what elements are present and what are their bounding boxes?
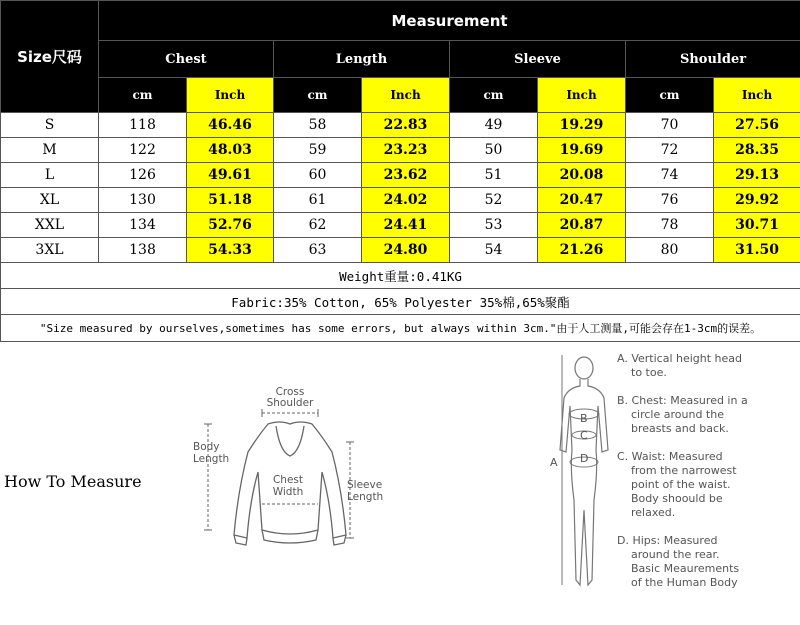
cm-cell: 76 <box>626 188 714 213</box>
cm-cell: 51 <box>450 163 538 188</box>
inch-cell: 30.71 <box>714 213 800 238</box>
inch-cell: 23.62 <box>362 163 450 188</box>
inch-cell: 24.41 <box>362 213 450 238</box>
table-row <box>1 213 800 238</box>
legend-line: circle around the <box>631 408 724 421</box>
size-cell: XXL <box>1 213 99 238</box>
size-cell: S <box>1 113 99 138</box>
weight-row: Weight重量:0.41KG <box>1 263 800 289</box>
how-to-measure-label: How To Measure <box>4 472 142 491</box>
table-row <box>1 163 800 188</box>
chest-width-label-1: Chest <box>272 474 304 486</box>
size-cell: L <box>1 163 99 188</box>
cm-cell: 49 <box>450 113 538 138</box>
note-row: "Size measured by ourselves,sometimes has some errors, but always within 3cm."由于人工测量,可能会存在1-3cm的误差。 <box>1 315 800 342</box>
unit-header: Inch <box>187 78 274 113</box>
human-figure <box>560 357 608 585</box>
inch-cell: 31.50 <box>714 238 800 263</box>
inch-cell: 49.61 <box>187 163 274 188</box>
table-row <box>1 238 800 263</box>
unit-header: Inch <box>714 78 800 113</box>
cm-cell: 130 <box>99 188 187 213</box>
cm-cell: 138 <box>99 238 187 263</box>
measurement-title: Measurement <box>99 1 800 41</box>
cm-cell: 50 <box>450 138 538 163</box>
inch-cell: 19.69 <box>538 138 626 163</box>
legend-line: to toe. <box>631 366 667 379</box>
legend-line: C. Waist: Measured <box>617 450 723 463</box>
inch-cell: 46.46 <box>187 113 274 138</box>
cm-cell: 126 <box>99 163 187 188</box>
body-measure-lines <box>562 355 599 585</box>
cm-cell: 74 <box>626 163 714 188</box>
legend-line: around the rear. <box>631 548 720 561</box>
size-header: Size尺码 <box>1 1 99 113</box>
inch-cell: 29.13 <box>714 163 800 188</box>
legend-line: A. Vertical height head <box>617 352 743 365</box>
inch-cell: 23.23 <box>362 138 450 163</box>
legend-line: breasts and back. <box>631 422 729 435</box>
size-cell: 3XL <box>1 238 99 263</box>
cm-cell: 60 <box>274 163 362 188</box>
legend-line: relaxed. <box>631 506 676 519</box>
unit-header: cm <box>274 78 362 113</box>
chest-width-label-2: Width <box>272 486 304 498</box>
cm-cell: 72 <box>626 138 714 163</box>
cm-cell: 52 <box>450 188 538 213</box>
inch-cell: 48.03 <box>187 138 274 163</box>
table-row <box>1 188 800 213</box>
group-shoulder: Shoulder <box>626 41 800 78</box>
inch-cell: 24.02 <box>362 188 450 213</box>
sleeve-length-label-2: Length <box>347 491 384 503</box>
inch-cell: 29.92 <box>714 188 800 213</box>
legend-line: B. Chest: Measured in a <box>617 394 748 407</box>
cm-cell: 122 <box>99 138 187 163</box>
letter-b: B <box>580 412 588 425</box>
cm-cell: 54 <box>450 238 538 263</box>
group-chest: Chest <box>99 41 274 78</box>
legend-line: from the narrowest <box>631 464 737 477</box>
inch-cell: 22.83 <box>362 113 450 138</box>
unit-header: Inch <box>538 78 626 113</box>
cm-cell: 63 <box>274 238 362 263</box>
unit-header: cm <box>450 78 538 113</box>
cm-cell: 61 <box>274 188 362 213</box>
letter-a: A <box>550 456 558 469</box>
inch-cell: 21.26 <box>538 238 626 263</box>
cm-cell: 80 <box>626 238 714 263</box>
how-to-measure-section <box>0 340 800 625</box>
cm-cell: 58 <box>274 113 362 138</box>
cm-cell: 134 <box>99 213 187 238</box>
size-cell: XL <box>1 188 99 213</box>
legend-line: D. Hips: Measured <box>617 534 718 547</box>
cm-cell: 53 <box>450 213 538 238</box>
inch-cell: 54.33 <box>187 238 274 263</box>
sleeve-length-label-1: Sleeve <box>347 479 383 491</box>
inch-cell: 24.80 <box>362 238 450 263</box>
table-row <box>1 138 800 163</box>
inch-cell: 20.47 <box>538 188 626 213</box>
cross-shoulder-label-1: Cross <box>275 386 305 398</box>
body-length-label-2: Length <box>193 453 230 465</box>
group-sleeve: Sleeve <box>450 41 626 78</box>
body-length-label-1: Body <box>193 441 220 453</box>
fabric-row: Fabric:35% Cotton, 65% Polyester 35%棉,65%聚酯 <box>1 289 800 315</box>
cm-cell: 62 <box>274 213 362 238</box>
inch-cell: 19.29 <box>538 113 626 138</box>
inch-cell: 52.76 <box>187 213 274 238</box>
cm-cell: 59 <box>274 138 362 163</box>
cm-cell: 78 <box>626 213 714 238</box>
table-row <box>1 113 800 138</box>
inch-cell: 20.87 <box>538 213 626 238</box>
measure-diagrams <box>0 340 800 625</box>
legend-line: Basic Meaurements <box>631 562 740 575</box>
inch-cell: 28.35 <box>714 138 800 163</box>
legend-line: Body shoould be <box>631 492 723 505</box>
unit-header: cm <box>99 78 187 113</box>
letter-c: C <box>580 429 588 442</box>
size-cell: M <box>1 138 99 163</box>
cm-cell: 70 <box>626 113 714 138</box>
cross-shoulder-label-2: Shoulder <box>266 397 314 409</box>
inch-cell: 27.56 <box>714 113 800 138</box>
unit-header: Inch <box>362 78 450 113</box>
group-length: Length <box>274 41 450 78</box>
inch-cell: 20.08 <box>538 163 626 188</box>
inch-cell: 51.18 <box>187 188 274 213</box>
unit-header: cm <box>626 78 714 113</box>
legend-line: of the Human Body <box>631 576 738 589</box>
legend-line: point of the waist. <box>631 478 731 491</box>
cm-cell: 118 <box>99 113 187 138</box>
letter-d: D <box>580 452 589 465</box>
measurement-legend <box>617 352 748 589</box>
